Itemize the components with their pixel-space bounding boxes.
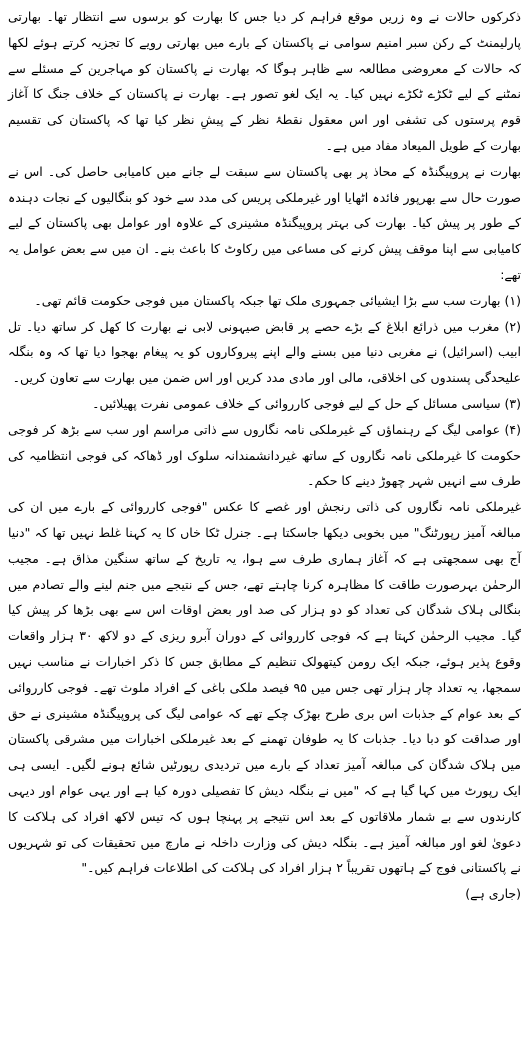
- paragraph-propaganda: بھارت نے پروپیگنڈہ کے محاذ پر بھی پاکستان سے سبقت لے جانے میں کامیابی حاصل کی۔ اس نے صورت حال سے بھرپور فائدہ اٹھایا اور غیرملکی پریس کی مدد سے خود کو بنگالیوں کے نجات دہندہ کے طور پر پیش کیا۔ بھارت کی بہتر پروپیگنڈہ مشینری کے علاوہ اور عوامل بھی پاکستان کے لیے کامیابی سے اپنا موقف پیش کرنے کی مساعی میں رکاوٹ کا باعث بنے۔ ان میں سے بعض عوامل یہ تھے:: [8, 163, 521, 282]
- paragraph-opening: ذکرکوں حالات نے وہ زریں موقع فراہم کر دیا جس کا بھارت کو برسوں سے انتظار تھا۔ بھارتی پارلیمنٹ کے رکن سبر امنیم سوامی نے پاکستان کے بارے میں بھارتی رویے کا تجزیہ کرتے ہوئے لکھا کہ حالات کے معروضی مطالعہ سے ظاہر ہوگا کہ بھارت نے پاکستان کو مہاجرین کے مسئلے سے نمٹنے کے لیے ٹکڑے ٹکڑے نہیں کیا۔ یہ ایک لغو تصور ہے۔ بھارت نے پاکستان کے خلاف جنگ کا آغاز قوم پرستوں کی تشفی اور اس معقول نقطۂ نظر کے پیشِ نظر کیا تھا کہ پاکستان کی تقسیم بھارت کے طویل المیعاد مفاد میں ہے۔: [8, 9, 521, 153]
- factor-item-2: (۲) مغرب میں ذرائع ابلاغ کے بڑے حصے پر قابض صیہونی لابی نے بھارت کا کھل کر ساتھ دیا۔ تل ابیب (اسرائیل) نے مغربی دنیا میں بسنے والے اپنے پیروکاروں کو یہ پیغام بھجوا دیا تھا کہ وہ بنگلہ علیحدگی پسندوں کی اخلاقی، مالی اور مادی مدد کریں اور اس ضمن میں بھارت سے تعاون کریں۔: [8, 318, 521, 386]
- factor-item-4: (۴) عوامی لیگ کے رہنماؤں کے غیرملکی نامہ نگاروں سے ذاتی مراسم اور سب سے بڑھ کر فوجی حکومت کا غیرملکی نامہ نگاروں کے ساتھ غیردانشمندانہ سلوک اور ڈھاکہ کی فوجی انتظامیہ کی طرف سے انہیں شہر چھوڑ دینے کا حکم۔: [8, 421, 521, 489]
- paragraph-closing: غیرملکی نامہ نگاروں کی ذاتی رنجش اور غصے کا عکس "فوجی کارروائی کے بارے میں ان کی مبالغہ آمیز رپورٹنگ" میں بخوبی دیکھا جاسکتا ہے۔ جنرل ٹکا خاں کا یہ کہنا غلط نہیں تھا کہ "دنیا آج بھی سمجھتی ہے کہ آغاز ہماری طرف سے ہوا، یہ تاریخ کے ساتھ سنگین مذاق ہے۔ مجیب الرحمٰن بہرصورت طاقت کا مظاہرہ کرنا چاہتے تھے، جس کے نتیجے میں جنم لینے والے تصادم میں بنگالی ہلاک شدگان کی تعداد کو دو ہزار کی صد اور بعض اوقات اس سے بھی بڑھا کر پیش کیا گیا۔ مجیب الرحمٰن کہتا ہے کہ فوجی کارروائی کے دوران آبرو ریزی کے دو لاکھ ۳۰ ہزار واقعات وقوع پذیر ہوئے، جبکہ ایک رومن کیتھولک تنظیم کے مطابق جس کا ذکر اخبارات نے مناسب نہیں سمجھا، یہ تعداد چار ہزار تھی جس میں ۹۵ فیصد ملکی باغی کے افراد ملوث تھے۔ فوجی کارروائی کے بعد عوام کے جذبات اس بری طرح بھڑک چکے تھے کہ عوامی لیگ کی پروپیگنڈہ مشینری نے حق اور صداقت کو دبا دیا۔ جذبات کا یہ طوفان تھمنے کے بعد غیرملکی اخبارات میں مشرقی پاکستان میں ہلاک شدگان کی مبالغہ آمیز تعداد کے بارے میں تردیدی رپورٹیں شائع ہونے لگیں۔ ایسی ہی ایک رپورٹ میں کہا گیا ہے کہ "میں نے بنگلہ دیش کا تفصیلی دورہ کیا ہے اور یہی عوام اور دیہی کارندوں سے بے شمار ملاقاتوں کے بعد اس نتیجے پر پہنچا ہوں کہ تیس لاکھ افراد کی ہلاکت کا دعویٰ لغو اور مبالغہ آمیز ہے۔ بنگلہ دیش کی وزارت داخلہ نے مارچ میں تحقیقات کی تو شہریوں نے پاکستانی فوج کے ہاتھوں تقریباً ۲ ہزار افراد کی ہلاکت کی اطلاعات فراہم کیں۔": [8, 499, 522, 876]
- factor-item-3: (۳) سیاسی مسائل کے حل کے لیے فوجی کارروائی کے خلاف عمومی نفرت پھیلائیں۔: [92, 395, 521, 411]
- continued-note: (جاری ہے): [465, 886, 521, 902]
- factor-item-1: (۱) بھارت سب سے بڑا ایشیائی جمہوری ملک تھا جبکہ پاکستان میں فوجی حکومت قائم تھی۔: [34, 292, 521, 308]
